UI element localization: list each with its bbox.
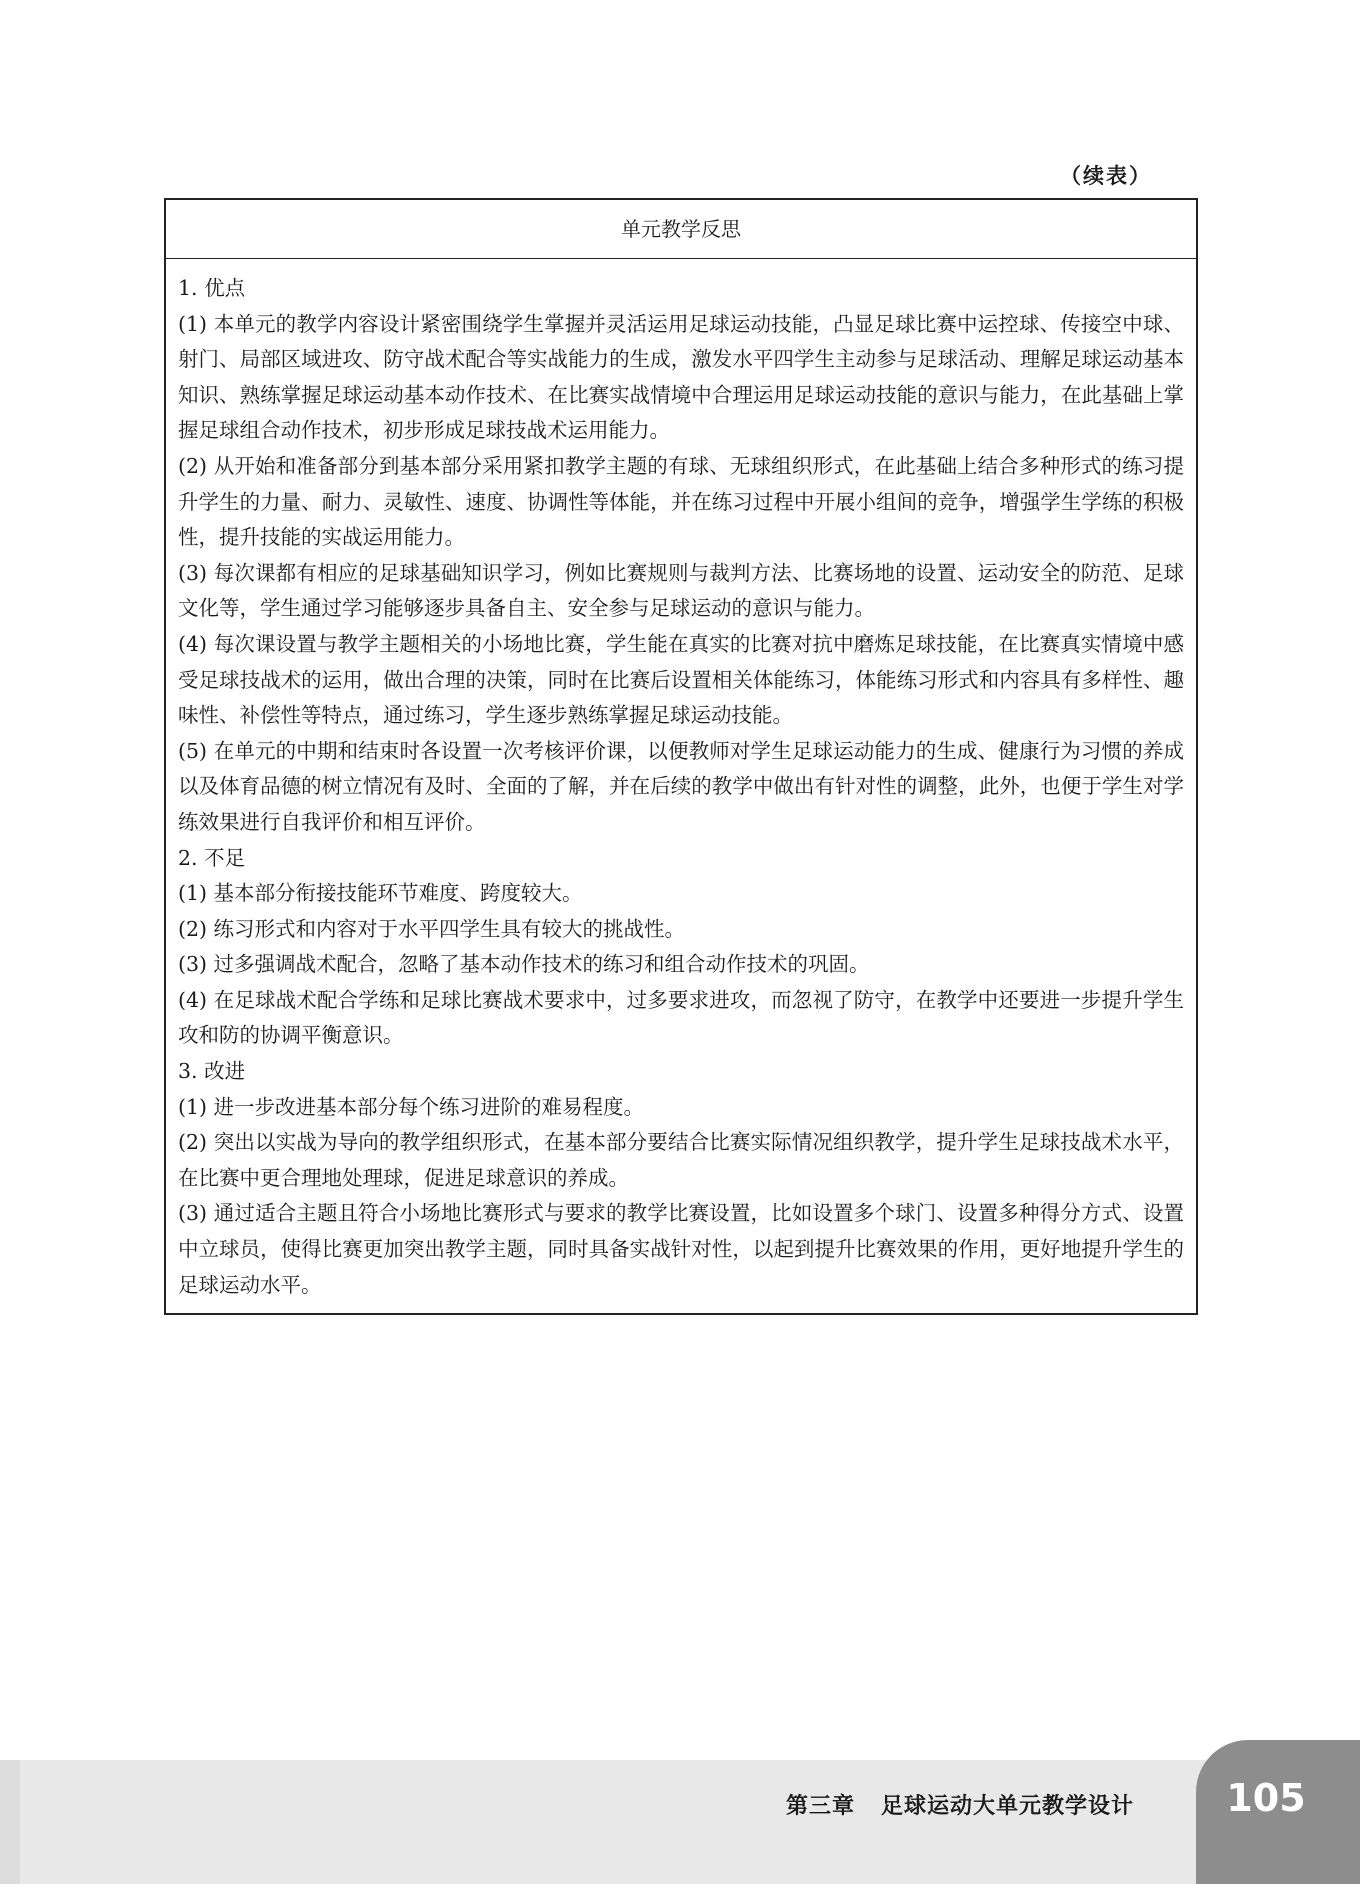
chapter-title: 第三章 足球运动大单元教学设计 [786,1794,1134,1819]
section-title: 3. 改进 [178,1059,246,1084]
list-item: (1) 本单元的教学内容设计紧密围绕学生掌握并灵活运用足球运动技能，凸显足球比赛中运控球、传接空中球、射门、局部区域进攻、防守战术配合等实战能力的生成，激发水平四学生主动参与足球活动、理解足球运动基本知识、熟练掌握足球运动基本动作技术、在比赛实战情境中合理运用足球运动技能的意识与能力，在此基础上掌握足球组合动作技术，初步形成足球技战术运用能力。 [178,311,1184,443]
list-item: (2) 突出以实战为导向的教学组织形式，在基本部分要结合比赛实际情况组织教学，提升学生足球技战术水平，在比赛中更合理地处理球，促进足球意识的养成。 [178,1130,1184,1190]
list-item: (3) 每次课都有相应的足球基础知识学习，例如比赛规则与裁判方法、比赛场地的设置、运动安全的防范、足球文化等，学生通过学习能够逐步具备自主、安全参与足球运动的意识与能力。 [178,560,1184,621]
list-item: (5) 在单元的中期和结束时各设置一次考核评价课，以便教师对学生足球运动能力的生成、健康行为习惯的养成以及体育品德的树立情况有及时、全面的了解，并在后续的教学中做出有针对性的调整，此外，也便于学生对学练效果进行自我评价和相互评价。 [178,738,1184,834]
section-improvements [178,1054,1184,1303]
list-item: (3) 通过适合主题且符合小场地比赛形式与要求的教学比赛设置，比如设置多个球门、设置多种得分方式、设置中立球员，使得比赛更加突出教学主题，同时具备实战针对性，以起到提升比赛效果的作用，更好地提升学生的足球运动水平。 [178,1201,1184,1297]
section-weaknesses [178,841,1184,1055]
list-item: (4) 在足球战术配合学练和足球比赛战术要求中，过多要求进攻，而忽视了防守，在教学中还要进一步提升学生攻和防的协调平衡意识。 [178,987,1184,1048]
list-item: (4) 每次课设置与教学主题相关的小场地比赛，学生能在真实的比赛对抗中磨炼足球技能，在比赛真实情境中感受足球技战术的运用，做出合理的决策，同时在比赛后设置相关体能练习，体能练习形式和内容具有多样性、趣味性、补偿性等特点，通过练习，学生逐步熟练掌握足球运动技能。 [178,631,1184,728]
list-item: (1) 基本部分衔接技能环节难度、跨度较大。 [178,881,583,906]
reflection-table [164,198,1198,1315]
page-number: 105 [1226,1776,1306,1820]
list-item: (1) 进一步改进基本部分每个练习进阶的难易程度。 [178,1094,645,1119]
section-strengths [178,271,1184,841]
footer-band [0,1760,1360,1884]
section-title: 1. 优点 [178,276,246,300]
list-item: (2) 练习形式和内容对于水平四学生具有较大的挑战性。 [178,916,686,941]
continuation-label: （续表） [1060,164,1152,188]
list-item: (3) 过多强调战术配合，忽略了基本动作技术的练习和组合动作技术的巩固。 [178,952,870,977]
table-header: 单元教学反思 [166,200,1196,259]
list-item: (2) 从开始和准备部分到基本部分采用紧扣教学主题的有球、无球组织形式，在此基础上结合多种形式的练习提升学生的力量、耐力、灵敏性、速度、协调性等体能，并在练习过程中开展小组间的竞争，增强学生学练的积极性，提升技能的实战运用能力。 [178,453,1184,550]
section-title: 2. 不足 [178,845,246,870]
table-body [166,259,1196,1313]
